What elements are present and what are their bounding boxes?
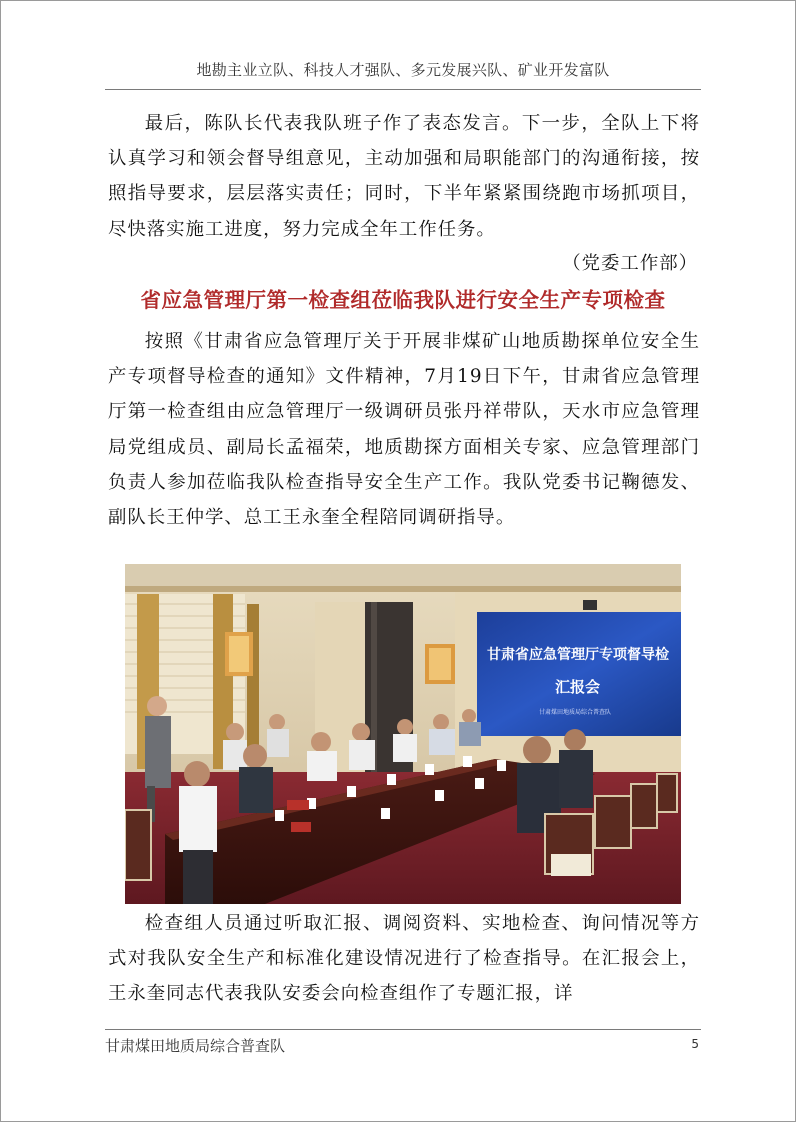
article2-paragraph-2: [108, 906, 700, 1012]
screen-title: 甘肃省应急管理厅专项督导检: [487, 647, 669, 663]
article2-title: 省应急管理厅第一检查组莅临我队进行安全生产专项检查: [140, 288, 666, 312]
footer-divider: [105, 1029, 701, 1030]
article2-paragraph-1-text: 按照《甘肃省应急管理厅关于开展非煤矿山地质勘探单位安全生产专项督导检查的通知》文件精神，7月19日下午，甘肃省应急管理厅第一检查组由应急管理厅一级调研员张丹祥带队，天水市应急管理局党组成员、副局长孟福荣，地质勘探方面相关专家、应急管理部门负责人参加莅临我队检查指导安全生产工作。我队党委书记鞠德发、副队长王仲学、总工王永奎全程陪同调研指导。: [108, 331, 700, 529]
article1-signature: （党委工作部）: [562, 253, 698, 274]
article1-paragraph-text: 最后，陈队长代表我队班子作了表态发言。下一步，全队上下将认真学习和领会督导组意见，主动加强和局职能部门的沟通衔接，按照指导要求，层层落实责任；同时，下半年紧紧围绕跑市场抓项目，尽快落实施工进度，努力完成全年工作任务。: [108, 113, 700, 240]
footer-organization: 甘肃煤田地质局综合普查队: [105, 1037, 286, 1055]
page-number: 5: [691, 1037, 699, 1051]
header-divider: [105, 89, 701, 90]
article1-paragraph: [108, 106, 700, 247]
meeting-photo: [125, 564, 681, 904]
article2-paragraph-2-text: 检查组人员通过听取汇报、调阅资料、实地检查、询问情况等方式对我队安全生产和标准化建设情况进行了检查指导。在汇报会上，王永奎同志代表我队安委会向检查组作了专题汇报，详: [108, 913, 700, 1005]
screen-subtitle: 汇报会: [555, 678, 601, 696]
screen-caption: 甘肃煤田地质局综合普查队: [539, 709, 612, 716]
page-header-slogan: 地勘主业立队、科技人才强队、多元发展兴队、矿业开发富队: [196, 61, 610, 79]
article2-paragraph-1: [108, 324, 700, 535]
